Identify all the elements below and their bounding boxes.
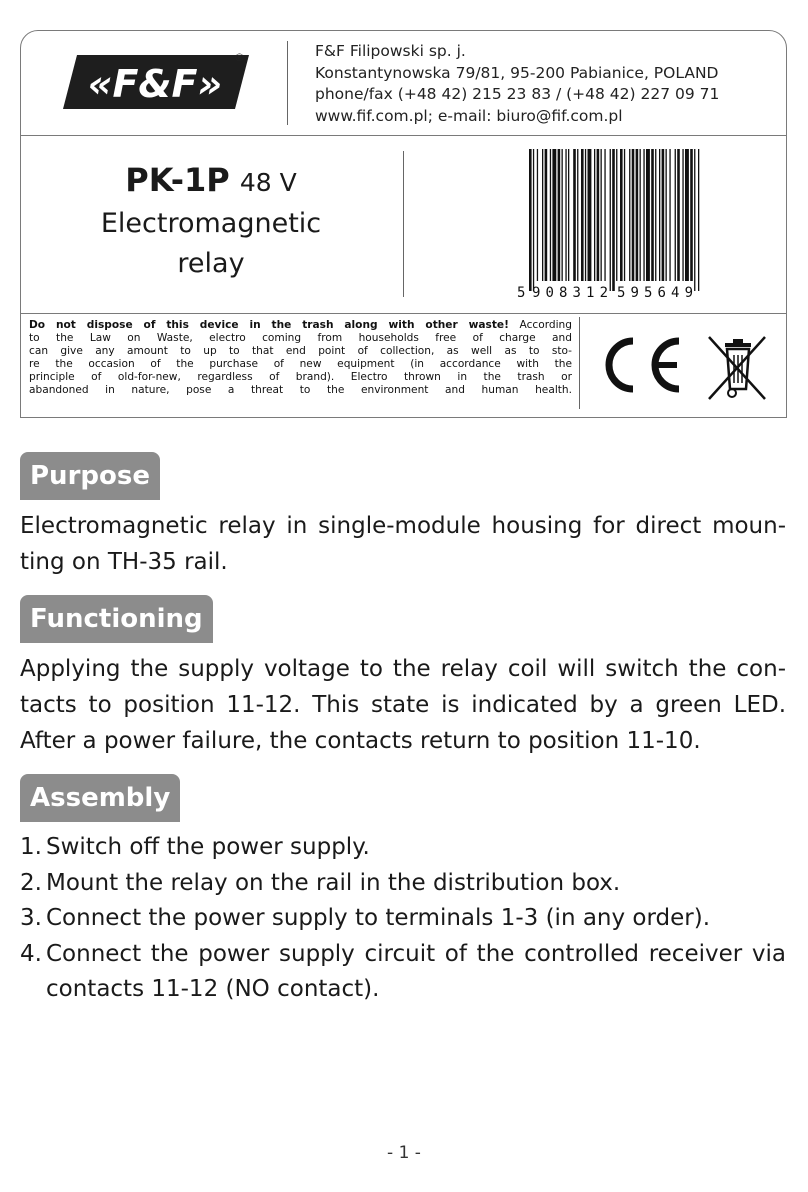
barcode-bar (588, 149, 592, 281)
notice-line: can give any amount to up to that end point of collection, as well as to sto- (29, 345, 572, 357)
barcode-bar (620, 149, 623, 281)
disposal-notice (29, 319, 572, 397)
functioning-text (20, 651, 786, 759)
barcode-bar (629, 149, 630, 281)
barcode-bar (581, 149, 584, 281)
barcode-bar (632, 149, 635, 281)
functioning-line: After a power failure, the contacts return to position 11-10. (20, 728, 701, 754)
barcode-bar (604, 149, 605, 281)
company-address: Konstantynowska 79/81, 95-200 Pabianice, POLAND (315, 63, 719, 82)
company-web-email: www.fif.com.pl; e-mail: biuro@fif.com.pl (315, 106, 623, 125)
barcode-bar (690, 149, 693, 281)
step-text: Connect the power supply circuit of the controlled receiver via (46, 940, 786, 967)
barcode-bar (612, 149, 615, 291)
model-name: PK-1P (125, 161, 230, 199)
barcode-bar (643, 149, 644, 281)
barcode-bar (610, 149, 611, 291)
product-title (41, 159, 381, 284)
barcode-digits-left: 908312 (532, 285, 608, 299)
ce-mark-icon (609, 341, 679, 389)
assembly-step-4 (20, 937, 786, 1008)
barcode-bars (529, 149, 699, 291)
step-text: contacts 11-12 (NO contact). (46, 976, 380, 1002)
purpose-line: ting on TH-35 rail. (20, 549, 228, 575)
assembly-step-2 (20, 866, 786, 902)
company-name: F&F Filipowski sp. j. (315, 42, 466, 60)
barcode-bar (533, 149, 534, 291)
functioning-line: Applying the supply voltage to the relay coil will switch the con- (20, 656, 786, 682)
barcode-bar (550, 149, 551, 281)
weee-bin-icon (709, 337, 765, 399)
barcode-bar (577, 149, 578, 281)
step-number: 2. (20, 869, 42, 896)
notice-bold: Do not dispose of this device in the trash along with other waste! (29, 319, 509, 331)
barcode-bar (698, 149, 699, 291)
product-type-line1: Electromagnetic (100, 208, 322, 239)
product-row (21, 135, 786, 314)
barcode (517, 149, 703, 299)
barcode-bar (585, 149, 586, 281)
logo-text: «F&F» (87, 62, 223, 106)
barcode-bar (552, 149, 556, 281)
purpose-text (20, 508, 786, 580)
section-title-functioning: Functioning (20, 595, 213, 643)
barcode-bar (558, 149, 561, 281)
step-number: 3. (20, 905, 42, 931)
notice-line: to the Law on Waste, electro coming from households free of charge and (29, 332, 572, 344)
barcode-bar (677, 149, 680, 281)
barcode-bar (651, 149, 654, 281)
barcode-bar (682, 149, 683, 281)
registered-mark: ® (234, 51, 245, 64)
barcode-digits-right: 595649 (617, 285, 693, 299)
company-info (315, 41, 719, 127)
section-title-purpose: Purpose (20, 452, 160, 500)
step-text: Mount the relay on the rail in the distribution box. (46, 869, 621, 896)
barcode-bar (636, 149, 639, 281)
barcode-bar (624, 149, 625, 281)
product-divider (403, 151, 404, 297)
barcode-bar (545, 149, 548, 281)
header-company-row (21, 31, 786, 136)
notice-line: abandoned in nature, pose a threat to the environment and human health. (29, 384, 572, 396)
barcode-bar (542, 149, 543, 281)
barcode-bar (537, 149, 538, 281)
barcode-bar (640, 149, 641, 281)
step-number: 1. (20, 834, 42, 860)
barcode-bar (685, 149, 689, 281)
barcode-bar (675, 149, 676, 281)
step-text: Switch off the power supply. (46, 834, 370, 860)
certification-marks (599, 331, 779, 403)
page-number: - 1 - (387, 1143, 421, 1163)
barcode-bar (694, 149, 695, 291)
barcode-bar (655, 149, 656, 281)
barcode-bar (597, 149, 600, 281)
barcode-bar (562, 149, 563, 281)
barcode-bar (662, 149, 665, 281)
section-title-assembly: Assembly (20, 774, 180, 822)
barcode-bar (646, 149, 650, 281)
assembly-step-1 (20, 830, 786, 866)
barcode-bar (568, 149, 569, 281)
barcode-bar (601, 149, 602, 281)
product-type-line2: relay (177, 248, 245, 279)
barcode-bar (669, 149, 670, 281)
notice-line1-rest: According (519, 319, 572, 331)
barcode-bar (594, 149, 595, 281)
barcode-bar (529, 149, 532, 291)
purpose-line: Electromagnetic relay in single-module housing for direct moun- (20, 513, 786, 539)
assembly-steps (20, 830, 786, 1008)
barcode-digit-first: 5 (517, 285, 526, 299)
header-divider (287, 41, 288, 125)
model-voltage: 48 V (239, 168, 297, 197)
step-number: 4. (20, 940, 42, 967)
label-header-box (20, 30, 787, 418)
step-text: Connect the power supply to terminals 1-3 (in any order). (46, 905, 711, 931)
barcode-bar (573, 149, 576, 281)
barcode-bar (659, 149, 660, 281)
notice-line: principle of old-for-new, regardless of brand). Electro thrown in the trash or (29, 371, 572, 383)
barcode-bar (565, 149, 566, 281)
ff-logo (63, 51, 249, 113)
assembly-step-3 (20, 901, 786, 937)
notice-divider (579, 317, 580, 409)
disposal-row (21, 313, 786, 417)
barcode-bar (666, 149, 667, 281)
functioning-line: tacts to position 11-12. This state is indicated by a green LED. (20, 692, 786, 718)
company-phone: phone/fax (+48 42) 215 23 83 / (+48 42) 227 09 71 (315, 85, 720, 103)
barcode-bar (616, 149, 617, 281)
notice-line: re the occasion of the purchase of new equipment (in accordance with the (29, 358, 572, 370)
